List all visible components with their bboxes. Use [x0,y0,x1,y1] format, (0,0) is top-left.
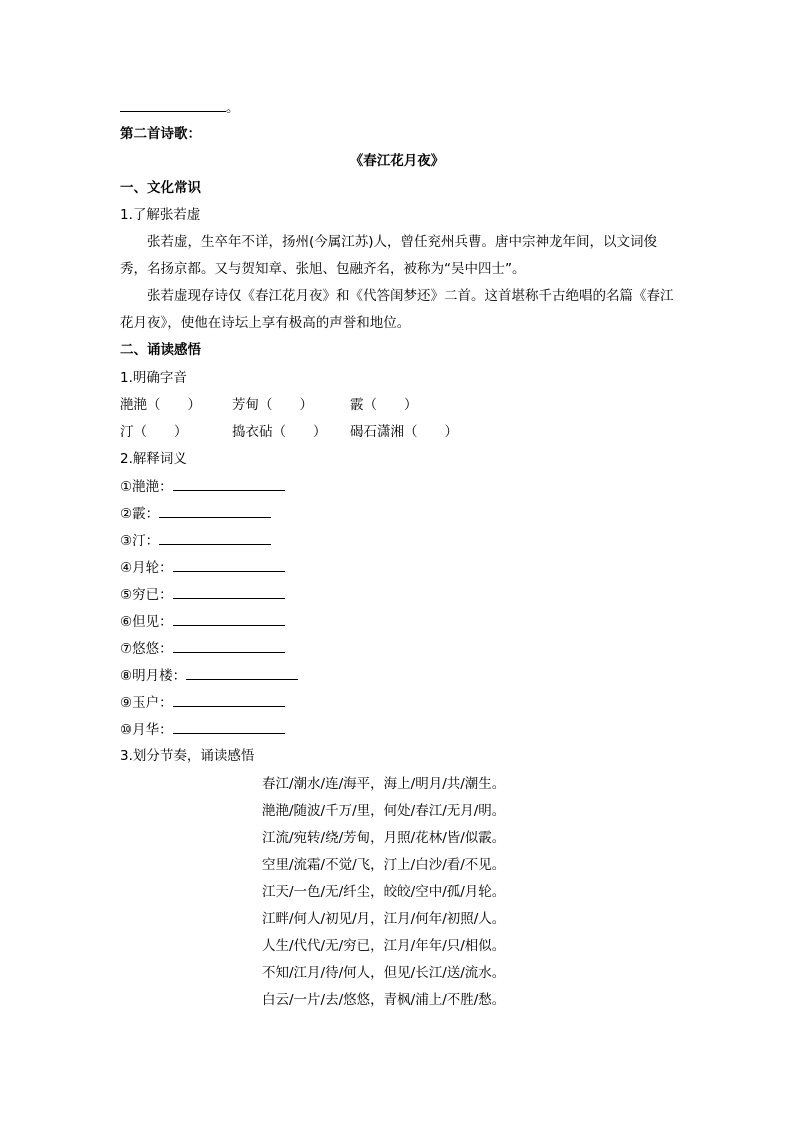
poem-line: 空里/流霜/不觉/飞，汀上/白沙/看/不见。 [262,857,506,873]
poem-title: 《春江花月夜》 [349,153,445,169]
vocab-item: ⑦悠悠： [120,638,285,659]
vocab-item: ⑨玉户： [120,692,285,713]
part1-heading: 一、文化常识 [120,180,201,196]
poem-line: 江畔/何人/初见/月，江月/何年/初照/人。 [262,911,506,927]
blank-suffix: 。 [226,100,240,116]
answer-underline [173,611,285,626]
answer-underline [186,665,298,680]
poem-line: 人生/代代/无/穷已，江月/年年/只/相似。 [262,938,506,954]
answer-underline [173,692,285,707]
poem-line: 滟滟/随波/千万/里，何处/春江/无月/明。 [262,803,506,819]
answer-underline [173,557,285,572]
rhythm-title: 3.划分节奏，诵读感悟 [120,748,255,764]
pron-item: 碣石潇湘（ ） [350,424,458,440]
pron-item: 汀（ ） [120,424,188,440]
vocab-item: ②霰： [120,503,271,524]
answer-underline [159,530,271,545]
poem-line: 白云/一片/去/悠悠，青枫/浦上/不胜/愁。 [262,992,506,1008]
poem-line: 江流/宛转/绕/芳甸，月照/花林/皆/似霰。 [262,830,506,846]
author-paragraph-1: 张若虚，生卒年不详，扬州(今属江苏)人，曾任兖州兵曹。唐中宗神龙年间，以文词俊秀，名扬京都。又与贺知章、张旭、包融齐名，被称为“吴中四士”。 [120,234,658,277]
vocab-item: ⑤穷已： [120,584,285,605]
pron-item: 滟滟（ ） [120,397,201,413]
vocab-item: ⑩月华： [120,719,285,740]
author-paragraph-2: 张若虚现存诗仅《春江花月夜》和《代答闺梦还》二首。这首堪称千古绝唱的名篇《春江花月夜》，使他在诗坛上享有极高的声誉和地位。 [120,288,674,331]
answer-underline [173,638,285,653]
vocab-title: 2.解释词义 [120,451,187,467]
answer-underline [173,476,285,491]
pron-item: 捣衣砧（ ） [232,424,327,440]
vocab-item: ⑧明月楼： [120,665,298,686]
part1-subheading: 1.了解张若虚 [120,207,201,223]
poem-line: 江天/一色/无/纤尘，皎皎/空中/孤/月轮。 [262,884,506,900]
poem-line: 不知/江月/待/何人，但见/长江/送/流水。 [262,965,506,981]
answer-underline [173,719,285,734]
pron-item: 芳甸（ ） [232,397,313,413]
vocab-item: ①滟滟： [120,476,285,497]
poem-line: 春江/潮水/连/海平，海上/明月/共/潮生。 [262,776,506,792]
pron-item: 霰（ ） [350,397,418,413]
answer-underline [159,503,271,518]
vocab-item: ③汀： [120,530,271,551]
vocab-item: ④月轮： [120,557,285,578]
answer-underline [173,584,285,599]
vocab-item: ⑥但见： [120,611,285,632]
blank-underline [120,97,226,112]
pronunciation-title: 1.明确字音 [120,370,187,386]
section-label: 第二首诗歌： [120,126,201,142]
answer-blank-line [120,97,240,118]
part2-heading: 二、诵读感悟 [120,342,201,358]
